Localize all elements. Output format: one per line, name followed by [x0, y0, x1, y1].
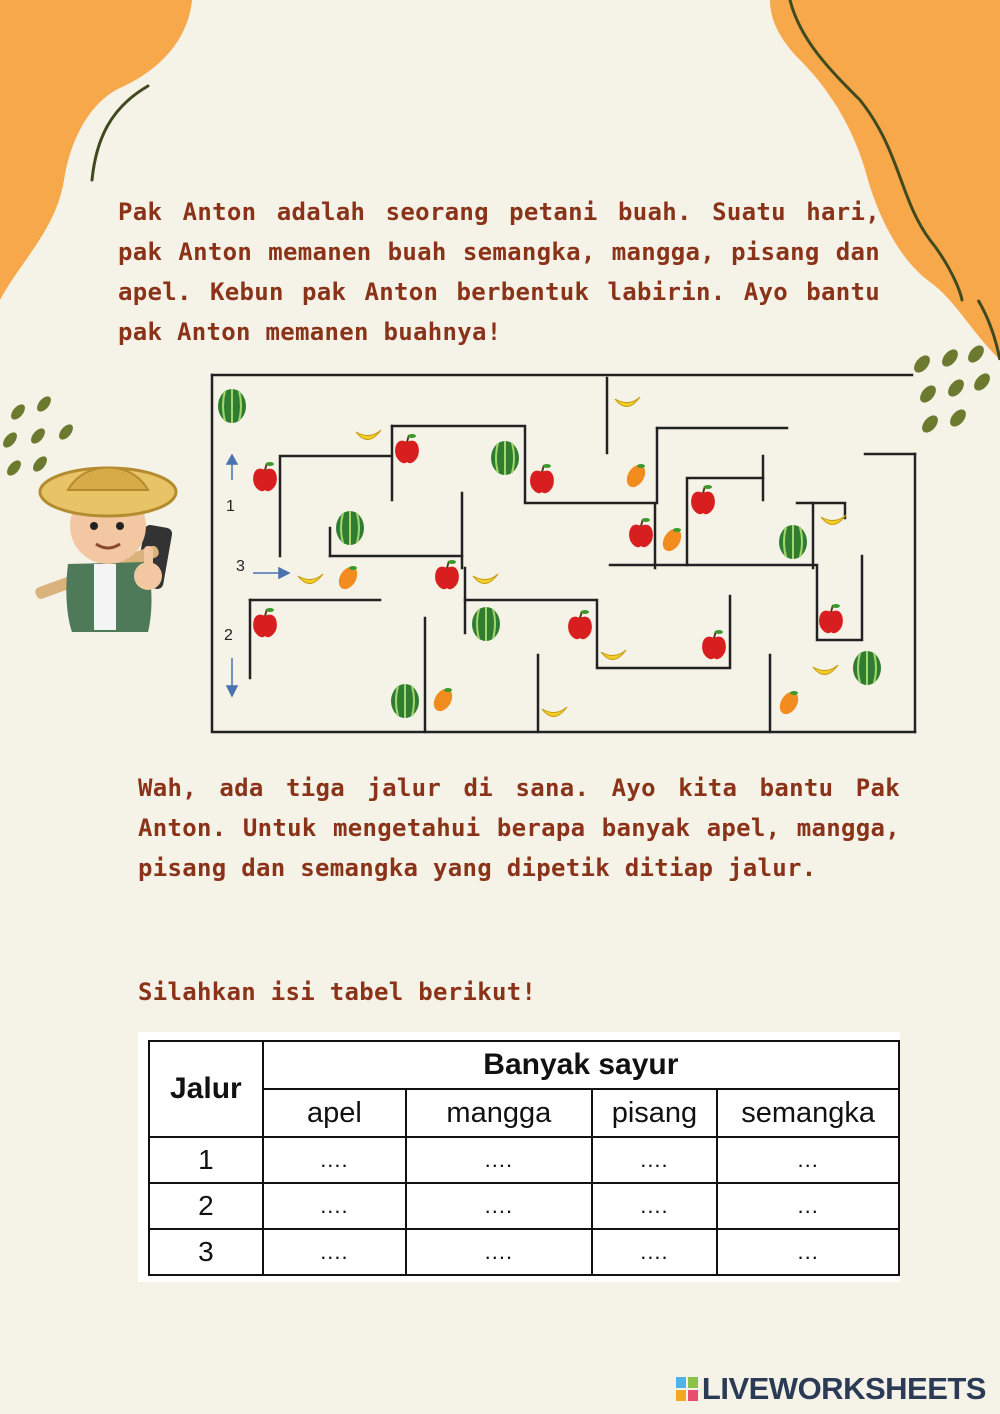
mango-icon [335, 564, 361, 593]
column-header-semangka: semangka [717, 1089, 899, 1137]
answer-cell[interactable]: .... [592, 1183, 718, 1229]
column-header-mangga: mangga [406, 1089, 591, 1137]
path-label-3: 3 [236, 558, 245, 575]
answer-cell[interactable]: ... [717, 1183, 899, 1229]
apple-icon [253, 462, 277, 491]
jalur-header: Jalur [149, 1041, 263, 1137]
apple-icon [253, 608, 277, 637]
liveworksheets-logo [676, 1372, 986, 1406]
apple-icon [819, 604, 843, 633]
apple-icon [395, 434, 419, 463]
table-row [149, 1229, 899, 1275]
answer-cell[interactable]: ... [717, 1229, 899, 1275]
watermelon-icon [472, 607, 500, 641]
watermelon-icon [391, 684, 419, 718]
column-header-pisang: pisang [592, 1089, 718, 1137]
answer-cell[interactable]: .... [592, 1229, 718, 1275]
mango-icon [430, 686, 456, 715]
path-label-2: 2 [224, 627, 233, 644]
watermelon-icon [853, 651, 881, 685]
answer-cell[interactable]: .... [263, 1137, 406, 1183]
apple-icon [568, 610, 592, 639]
watermelon-icon [218, 389, 246, 423]
watermelon-icon [779, 525, 807, 559]
maze-illustration [205, 368, 925, 740]
apple-icon [702, 630, 726, 659]
path-label-1: 1 [226, 498, 235, 515]
banana-icon [473, 574, 498, 584]
table-row [149, 1137, 899, 1183]
answer-table [148, 1040, 900, 1276]
banana-icon [615, 397, 640, 407]
mango-icon [776, 689, 802, 718]
answer-cell[interactable]: .... [263, 1229, 406, 1275]
mango-icon [623, 462, 649, 491]
banana-icon [601, 650, 626, 660]
apple-icon [629, 518, 653, 547]
answer-cell[interactable]: .... [406, 1229, 591, 1275]
column-header-apel: apel [263, 1089, 406, 1137]
farmer-illustration [28, 446, 188, 636]
brand-name: LIVEWORKSHEETS [701, 1371, 986, 1406]
maze-walls [212, 375, 915, 732]
table-row [149, 1183, 899, 1229]
banana-icon [356, 430, 381, 440]
jalur-number: 2 [149, 1183, 263, 1229]
instruction-paragraph: Wah, ada tiga jalur di sana. Ayo kita bantu Pak Anton. Untuk mengetahui berapa banyak apel, mangga, pisang dan semangka yang dipetik ditiap jalur. [138, 774, 900, 882]
mango-icon [659, 526, 685, 555]
banana-icon [813, 665, 838, 675]
fruit-icons [218, 389, 881, 718]
banana-icon [298, 574, 323, 584]
answer-table-container [138, 1032, 900, 1282]
watermelon-icon [336, 511, 364, 545]
apple-icon [530, 464, 554, 493]
apple-icon [691, 485, 715, 514]
answer-cell[interactable]: ... [717, 1137, 899, 1183]
answer-cell[interactable]: .... [263, 1183, 406, 1229]
jalur-number: 3 [149, 1229, 263, 1275]
table-prompt: Silahkan isi tabel berikut! [138, 978, 537, 1006]
banana-icon [821, 515, 846, 525]
watermelon-icon [491, 441, 519, 475]
answer-cell[interactable]: .... [592, 1137, 718, 1183]
banyak-sayur-header: Banyak sayur [263, 1041, 899, 1089]
intro-paragraph: Pak Anton adalah seorang petani buah. Suatu hari, pak Anton memanen buah semangka, mangga, pisang dan apel. Kebun pak Anton berbentuk labirin. Ayo bantu pak Anton memanen buahnya! [118, 198, 880, 346]
jalur-number: 1 [149, 1137, 263, 1183]
answer-cell[interactable]: .... [406, 1183, 591, 1229]
apple-icon [435, 560, 459, 589]
banana-icon [542, 707, 567, 717]
answer-cell[interactable]: .... [406, 1137, 591, 1183]
liveworksheets-logo-icon [676, 1377, 698, 1401]
